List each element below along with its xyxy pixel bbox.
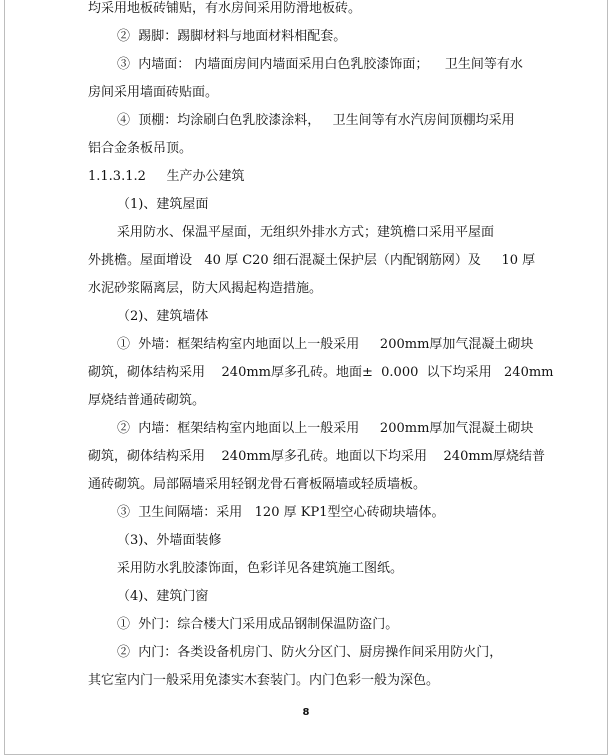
text-line-4: 房间采用墙面砖贴面。 (88, 85, 219, 100)
subheading-roof: （1)、建筑屋面 (117, 197, 209, 212)
text-line-19: ③ 卫生间隔墙：采用 120 厚 KP1型空心砖砌块墙体。 (117, 505, 445, 520)
text-line-2: ② 踢脚：踢脚材料与地面材料相配套。 (117, 29, 347, 44)
text-line-6: 铝合金条板吊顶。 (88, 141, 193, 156)
text-line-21: 采用防水乳胶漆饰面，色彩详见各建筑施工图纸。 (117, 561, 404, 576)
text-line-13: ① 外墙：框架结构室内地面以上一般采用 200mm厚加气混凝土砌块 (117, 337, 534, 352)
text-line-11: 水泥砂浆隔离层，防大风揭起构造措施。 (88, 281, 323, 296)
section-heading: 1.1.3.1.2 生产办公建筑 (88, 169, 245, 184)
text-line-25: 其它室内门一般采用免漆实木套装门。内门色彩一般为深色。 (88, 673, 440, 688)
text-line-10: 外挑檐。屋面增设 40 厚 C20 细石混凝土保护层（内配钢筋网）及 10 厚 (88, 253, 536, 268)
text-line-17: 砌筑，砌体结构采用 240mm厚多孔砖。地面以下均采用 240mm厚烧结普 (88, 449, 545, 464)
text-line-15: 厚烧结普通砖砌筑。 (88, 393, 206, 408)
text-line-16: ② 内墙：框架结构室内地面以上一般采用 200mm厚加气混凝土砌块 (117, 421, 534, 436)
page-number: 8 (302, 707, 310, 718)
text-line-24: ② 内门：各类设备机房门、防火分区门、厨房操作间采用防火门， (117, 645, 503, 660)
text-line-5: ④ 顶棚：均涂刷白色乳胶漆涂料， 卫生间等有水汽房间顶棚均采用 (117, 113, 515, 128)
text-line-18: 通砖砌筑。局部隔墙采用轻钢龙骨石膏板隔墙或轻质墙板。 (88, 477, 427, 492)
text-line-9: 采用防水、保温平屋面，无组织外排水方式；建筑檐口采用平屋面 (117, 225, 495, 240)
text-line-1: 均采用地板砖铺贴，有水房间采用防滑地板砖。 (88, 1, 362, 16)
subheading-walls: （2)、建筑墙体 (117, 309, 209, 324)
text-line-23: ① 外门：综合楼大门采用成品钢制保温防盗门。 (117, 617, 399, 632)
text-line-3: ③ 内墙面： 内墙面房间内墙面采用白色乳胶漆饰面； 卫生间等有水 (117, 57, 523, 72)
subheading-exterior-finish: （3)、外墙面装修 (117, 533, 222, 548)
subheading-doors-windows: （4)、建筑门窗 (117, 589, 209, 604)
text-line-14: 砌筑，砌体结构采用 240mm厚多孔砖。地面± 0.000 以下均采用 240mm (88, 365, 554, 380)
